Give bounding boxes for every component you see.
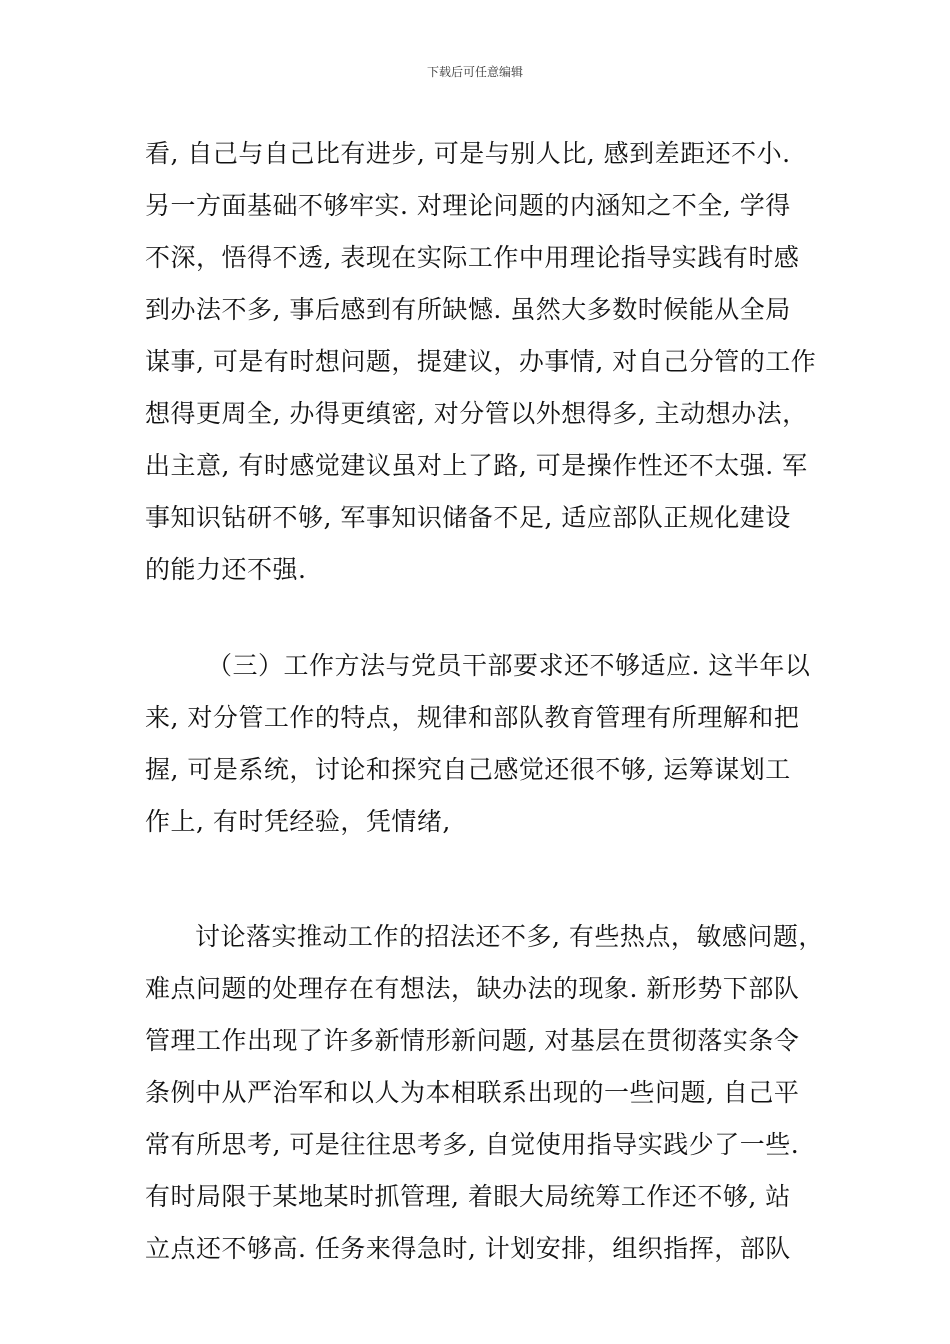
text-line: 管理工作出现了许多新情形新问题, 对基层在贯彻落实条令	[145, 1026, 800, 1055]
document-body	[145, 128, 835, 1275]
text-line: 的能力还不强.	[145, 555, 307, 584]
text-line: 立点还不够高. 任务来得急时, 计划安排，组织指挥，部队	[145, 1234, 791, 1263]
text-line: 来, 对分管工作的特点，规律和部队教育管理有所理解和把	[145, 703, 800, 732]
text-line: （三）工作方法与党员干部要求还不够适应. 这半年以	[207, 651, 811, 680]
text-line: 出主意, 有时感觉建议虽对上了路, 可是操作性还不太强. 军	[145, 451, 808, 480]
text-line: 难点问题的处理存在有想法，缺办法的现象. 新形势下部队	[145, 974, 800, 1003]
text-line: 不深，悟得不透, 表现在实际工作中用理论指导实践有时感	[145, 243, 800, 272]
text-line: 握, 可是系统，讨论和探究自己感觉还很不够, 运筹谋划工	[145, 755, 791, 784]
text-line: 有时局限于某地某时抓管理, 着眼大局统筹工作还不够, 站	[145, 1182, 791, 1211]
text-line: 条例中从严治军和以人为本相联系出现的一些问题, 自己平	[145, 1078, 800, 1107]
text-line: 到办法不多, 事后感到有所缺憾. 虽然大多数时候能从全局	[145, 295, 791, 324]
text-line: 作上, 有时凭经验，凭情绪,	[145, 807, 451, 836]
text-line: 另一方面基础不够牢实. 对理论问题的内涵知之不全, 学得	[145, 191, 791, 220]
text-line: 看, 自己与自己比有进步, 可是与别人比, 感到差距还不小.	[145, 139, 791, 168]
text-line: 讨论落实推动工作的招法还不多, 有些热点，敏感问题，	[195, 922, 824, 951]
paragraph-1	[145, 128, 835, 596]
text-line: 常有所思考, 可是往往思考多, 自觉使用指导实践少了一些.	[145, 1130, 800, 1159]
paragraph-spacer	[145, 596, 835, 640]
page-header: 下载后可任意编辑	[426, 65, 523, 79]
text-line: 事知识钻研不够, 军事知识储备不足, 适应部队正规化建设	[145, 503, 791, 532]
paragraph-spacer	[145, 848, 835, 911]
paragraph-3	[145, 911, 835, 1275]
text-line: 想得更周全, 办得更缜密, 对分管以外想得多, 主动想办法，	[145, 399, 808, 428]
text-line: 谋事, 可是有时想问题，提建议，办事情, 对自己分管的工作	[145, 347, 817, 376]
paragraph-2	[145, 640, 835, 848]
